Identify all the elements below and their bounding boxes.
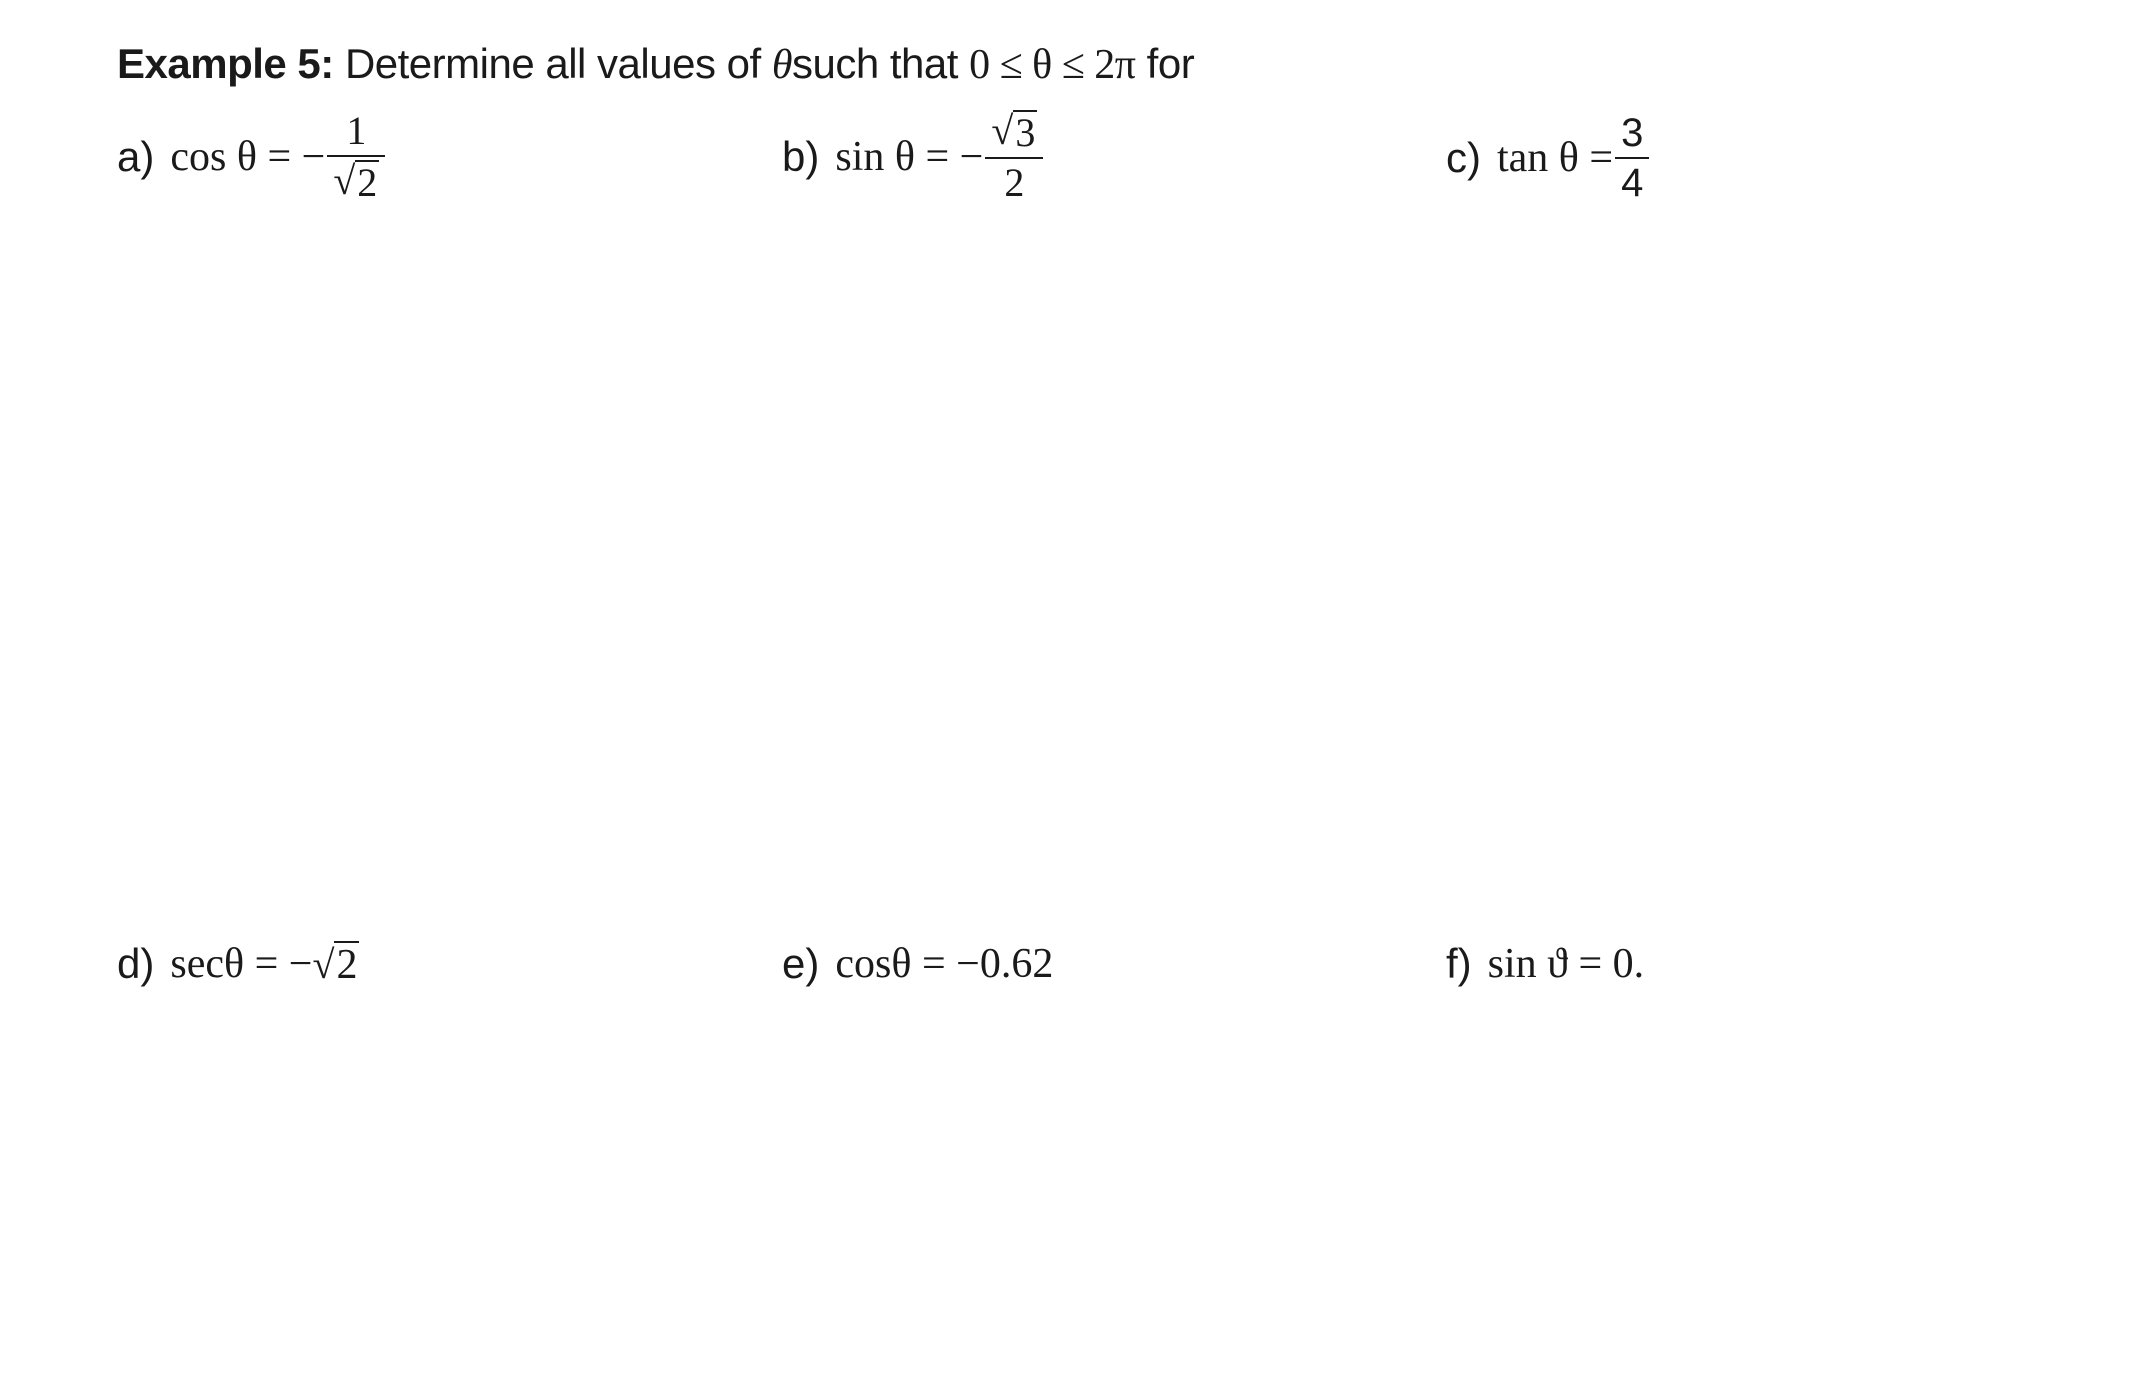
problem-a-fraction [327, 110, 385, 204]
fraction-bar [327, 155, 385, 157]
problem-a-denominator [327, 160, 385, 204]
heading-text-end: for [1135, 40, 1195, 87]
example-heading [117, 40, 1194, 89]
problem-c-lhs: tan θ = [1497, 135, 1614, 181]
problem-a-lhs: cos θ = − [170, 134, 326, 180]
heading-text-2: such that [791, 40, 970, 87]
problem-d [117, 940, 359, 988]
problem-a-label: a) [117, 133, 155, 180]
heading-text: Determine all values of [333, 40, 772, 87]
problem-b-lhs: sin θ = − [835, 134, 984, 180]
problem-c-fraction [1615, 112, 1649, 204]
problem-e-label: e) [782, 940, 820, 987]
fraction-bar [1615, 157, 1649, 159]
heading-condition: 0 ≤ θ ≤ 2π [969, 42, 1136, 88]
problem-f-expression: sin ϑ = 0. [1487, 941, 1645, 987]
problem-b-numerator [985, 110, 1043, 154]
problem-b-label: b) [782, 133, 820, 180]
problem-a-numerator: 1 [346, 108, 367, 153]
problem-b [782, 110, 1043, 204]
problem-e-expression: cosθ = −0.62 [835, 941, 1054, 987]
radical-sign: √ [333, 158, 356, 203]
problem-d-radical [312, 941, 359, 988]
problem-f [1446, 940, 1644, 988]
problem-b-denominator: 2 [1004, 160, 1025, 205]
problem-a [117, 110, 385, 204]
radicand: 3 [1015, 110, 1036, 155]
problem-c [1446, 112, 1649, 204]
problem-d-label: d) [117, 940, 155, 987]
problem-d-lhs: secθ = − [170, 941, 313, 987]
radical-sign: √ [991, 108, 1014, 153]
problem-b-fraction [985, 110, 1043, 204]
problem-c-numerator: 3 [1621, 111, 1644, 155]
heading-theta: θ [771, 42, 792, 88]
fraction-bar [985, 157, 1043, 159]
problem-c-label: c) [1446, 134, 1481, 181]
example-label: Example 5: [117, 40, 334, 87]
radicand: 2 [336, 941, 358, 988]
problem-c-denominator: 4 [1621, 161, 1644, 205]
radicand: 2 [357, 160, 378, 205]
problem-e [782, 940, 1053, 988]
problem-f-label: f) [1446, 940, 1472, 987]
radical-sign: √ [312, 941, 335, 987]
